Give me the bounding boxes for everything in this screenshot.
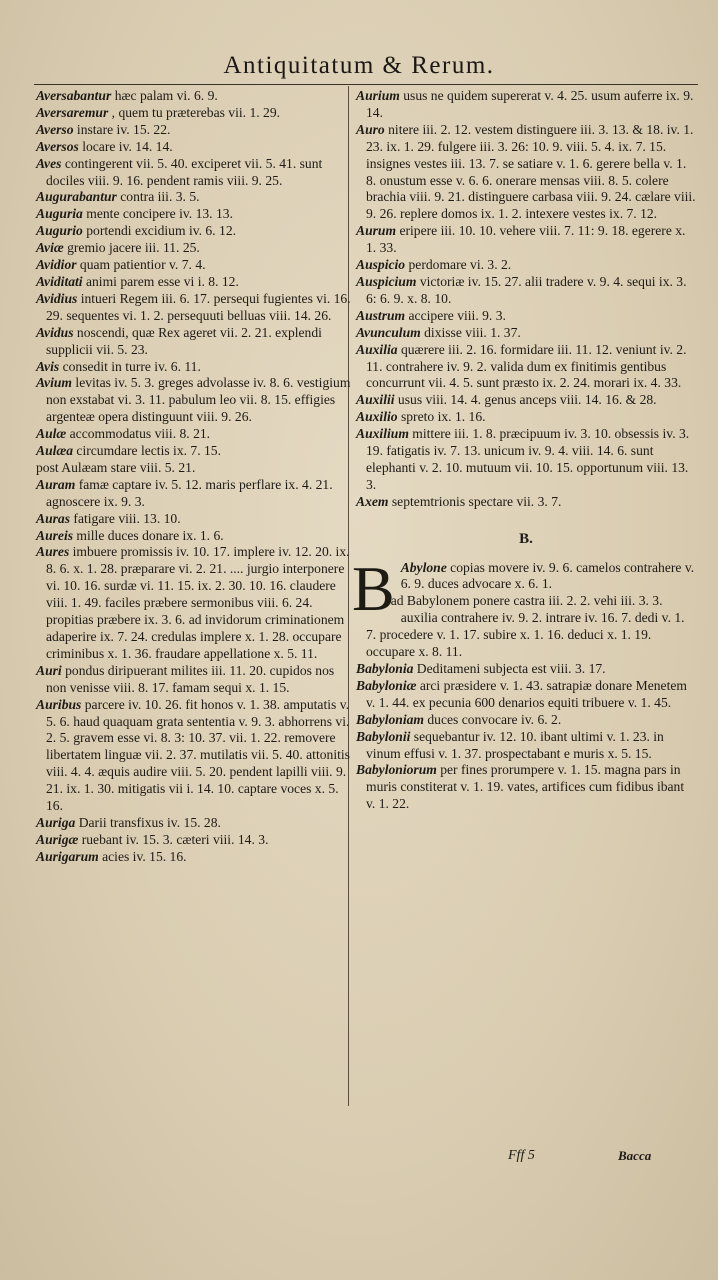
- index-references: usus viii. 14. 4. genus anceps viii. 14. 16. & 28.: [394, 392, 657, 408]
- index-references: ruebant iv. 15. 3. cæteri viii. 14. 3.: [78, 831, 269, 847]
- index-references: accipere viii. 9. 3.: [405, 307, 506, 323]
- index-headword: Augurio: [36, 223, 83, 239]
- index-headword: Aures: [36, 544, 70, 560]
- index-references: acies iv. 15. 16.: [98, 848, 187, 864]
- index-entry: [356, 392, 696, 409]
- index-entry: [356, 88, 696, 122]
- right-column: [352, 88, 696, 813]
- index-references: copias movere iv. 9. 6. camelos contrahere v. 6. 9. duces advocare x. 6. 1.: [400, 559, 695, 592]
- index-entry: [36, 849, 354, 866]
- index-entry: [356, 409, 696, 426]
- index-entry: [356, 308, 696, 325]
- index-references: hæc palam vi. 6. 9.: [111, 88, 218, 103]
- index-headword: Babylonia: [356, 661, 414, 676]
- section-b-entries: [356, 593, 696, 813]
- index-headword: Aulæa: [36, 443, 74, 459]
- index-headword: Auxilium: [356, 426, 409, 442]
- signature-mark: Fff 5: [508, 1148, 535, 1163]
- index-references: septemtrionis spectare vii. 3. 7.: [388, 493, 562, 509]
- right-column-entries: [356, 88, 696, 511]
- index-entry: [36, 663, 354, 697]
- left-column: [36, 88, 354, 866]
- index-headword: Babyloniorum: [356, 762, 437, 778]
- index-references: fatigare viii. 13. 10.: [70, 510, 181, 526]
- index-references: levitas iv. 5. 3. greges advolasse iv. 8. 6. vestigium non exstabat vi. 3. 11. pabulum leo vii. 8. 15. effigies argenteæ opera distinguunt viii. 9. 26.: [46, 375, 351, 425]
- index-entry: [356, 712, 696, 729]
- index-entry: [356, 593, 696, 661]
- index-headword: Aurigarum: [36, 848, 99, 864]
- index-references: famæ captare iv. 5. 12. maris perflare ix. 4. 21. agnoscere ix. 9. 3.: [46, 476, 333, 509]
- index-headword: Avunculum: [356, 324, 421, 340]
- index-headword: Auras: [36, 510, 71, 526]
- index-headword: Auguria: [36, 206, 83, 222]
- index-entry: [36, 697, 354, 815]
- index-references: animi parem esse vi i. 8. 12.: [82, 273, 239, 289]
- index-headword: Aversos: [36, 138, 79, 154]
- index-references: mente concipere iv. 13. 13.: [82, 206, 233, 222]
- index-entry: [36, 88, 354, 105]
- index-references: arci præsidere v. 1. 43. satrapiæ donare Menetem v. 1. 44. ex pecunia 600 denarios equiti tribuere v. 1. 45.: [366, 677, 687, 710]
- index-entry: [356, 325, 696, 342]
- index-entry: [36, 105, 354, 122]
- index-references: Deditameni subjecta est viii. 3. 17.: [413, 661, 606, 676]
- index-references: duces convocare iv. 6. 2.: [423, 711, 562, 727]
- index-references: accommodatus viii. 8. 21.: [66, 426, 211, 442]
- index-references: gremio jacere iii. 11. 25.: [63, 240, 200, 256]
- index-references: imbuere promissis iv. 10. 17. implere iv. 12. 20. ix. 8. 6. x. 1. 28. præparare vi. 2. 21. .... jurgio interponere vi. 10. 16. surdæ vi. 11. 15. ix. 2. 30. 10. 16. claudere viii. 1. 49. faciles præbere sermonibus viii. 6. 24. propitias præbere ix. 3. 6. ad invidorum criminationem adaperire ix. 7. 24. credulas implere x. 1. 28. occupare criminibus x. 1. 36. fraudare appellatione x. 5. 11.: [46, 544, 350, 661]
- index-headword: Axem: [356, 493, 389, 509]
- index-headword: Babyloniæ: [356, 677, 417, 693]
- section-letter-b: B.: [519, 530, 533, 547]
- index-headword: Aviditati: [36, 273, 83, 289]
- section-b-first-entry: [352, 552, 696, 624]
- index-entry: [356, 494, 696, 511]
- index-references: parcere iv. 10. 26. fit honos v. 1. 38. amputatis v. 5. 6. haud quaquam grata sententia v. 9. 3. abhorrens vi. 2. 5. gravem esse vi. 8. 3: 10. 37. vii. 1. 22. removere libertatem linguæ vii. 2. 37. mutilatis vii. 5. 40. attonitis viii. 4. 4. æquis audire viii. 5. 20. pendent lapilli viii. 9. 21. ix. 1. 30. mitigatis vii i. 14. 10. captare voces x. 5. 16.: [46, 696, 350, 814]
- index-references: quærere iii. 2. 16. formidare iii. 11. 12. veniunt iv. 2. 11. contrahere iv. 9. 2. valida dum ex finitimis gentibus concurrunt vii. 4. 5. sunt præsto ix. 2. 24. morari ix. 4. 33.: [366, 341, 687, 391]
- index-entry: [36, 206, 354, 223]
- index-headword: Aversabantur: [36, 88, 112, 103]
- index-headword: Aurigæ: [36, 831, 79, 847]
- index-headword: Auxilio: [356, 409, 398, 425]
- index-entry: [356, 342, 696, 393]
- index-headword: Avidior: [36, 257, 77, 273]
- index-headword: Babylonii: [356, 728, 411, 744]
- index-entry: [356, 122, 696, 223]
- index-headword: Augurabantur: [36, 189, 117, 205]
- index-entry: [36, 443, 354, 460]
- index-headword: Aviæ: [36, 240, 64, 256]
- index-entry: [356, 274, 696, 308]
- index-references: mille duces donare ix. 1. 6.: [73, 527, 224, 543]
- index-headword: Auxilia: [356, 341, 398, 357]
- index-entry: [36, 832, 354, 849]
- index-references: eripere iii. 10. 10. vehere viii. 7. 11: 9. 18. egerere x. 1. 33.: [366, 223, 686, 256]
- index-headword: Avidius: [36, 290, 78, 306]
- index-entry: [36, 156, 354, 190]
- index-entry: [356, 426, 696, 494]
- index-references: instare iv. 15. 22.: [73, 121, 171, 137]
- index-headword: Auspicio: [356, 257, 406, 273]
- index-references: nitere iii. 2. 12. vestem distinguere iii. 3. 13. & 18. iv. 1. 23. ix. 1. 29. fulgere iii. 3. 26: 10. 9. viii. 5. 4. ix. 7. 15. insignes vestes iii. 13. 7. se satiare v. 1. 6. gerere bella v. 1. 8. onustum esse v. 6. 6. onerare mensas viii. 8. 5. colere brachia viii. 9. 21. distinguere carbasa viii. 9. 24. cælare viii. 9. 26. replere domos ix. 1. 2. intexere vestes ix. 7. 12.: [366, 121, 696, 222]
- index-entry: [36, 274, 354, 291]
- index-entry: [36, 223, 354, 240]
- index-references: noscendi, quæ Rex ageret vii. 2. 21. explendi supplicii vii. 5. 23.: [46, 324, 322, 357]
- index-references: Darii transfixus iv. 15. 28.: [75, 814, 221, 830]
- index-references: quam patientior v. 7. 4.: [76, 257, 206, 273]
- index-references: ad Babylonem ponere castra iii. 2. 2. vehi iii. 3. 3. auxilia contrahere iv. 9. 2. intrare iv. 16. 7. dedi v. 1. 7. procedere v. 1. 17. subire x. 1. 16. deduci x. 1. 19. occupare x. 8. 11.: [366, 593, 685, 660]
- index-entry: [36, 122, 354, 139]
- index-entry: [36, 257, 354, 274]
- index-references: contra iii. 3. 5.: [116, 189, 200, 205]
- index-headword: Babyloniam: [356, 711, 424, 727]
- index-headword: Auram: [36, 476, 76, 492]
- index-headword: Auro: [356, 121, 385, 137]
- index-entry: [356, 223, 696, 257]
- index-references: post Aulæam stare viii. 5. 21.: [36, 459, 196, 475]
- index-entry: [36, 291, 354, 325]
- index-entry: [36, 528, 354, 545]
- index-headword: Aurium: [356, 88, 400, 103]
- index-entry: [36, 240, 354, 257]
- index-entry: [36, 460, 354, 477]
- index-entry: [36, 375, 354, 426]
- header-rule: [34, 84, 698, 85]
- index-references: perdomare vi. 3. 2.: [405, 257, 512, 273]
- index-entry: [36, 477, 354, 511]
- catchword: Bacca: [618, 1148, 652, 1163]
- index-headword: Auribus: [36, 696, 82, 712]
- index-references: sequebantur iv. 12. 10. ibant ultimi v. 1. 23. in vinum effusi v. 1. 37. prospectabant e muris x. 5. 15.: [366, 728, 664, 761]
- running-header: Antiquitatum & Rerum.: [223, 52, 495, 79]
- index-entry: [356, 661, 696, 678]
- index-references: contingerent vii. 5. 40. exciperet vii. 5. 41. sunt dociles viii. 9. 16. pendent ramis viii. 9. 25.: [46, 155, 323, 188]
- index-headword: Abylone: [400, 559, 447, 575]
- index-entry: [36, 325, 354, 359]
- index-references: circumdare lectis ix. 7. 15.: [73, 443, 222, 459]
- index-entry: [36, 139, 354, 156]
- index-entry: [36, 511, 354, 528]
- index-headword: Avidus: [36, 324, 74, 340]
- index-headword: Auspicium: [356, 273, 417, 289]
- index-entry: [36, 544, 354, 662]
- index-references: dixisse viii. 1. 37.: [420, 324, 521, 340]
- index-references: pondus diripuerant milites iii. 11. 20. cupidos nos non venisse viii. 8. 17. famam sequi x. 1. 15.: [46, 662, 335, 695]
- index-references: spreto ix. 1. 16.: [397, 409, 486, 425]
- index-references: mittere iii. 1. 8. præcipuum iv. 3. 10. obsessis iv. 3. 19. fatigatis iv. 7. 13. unicum iv. 9. 4. viii. 14. 6. sunt elephanti v. 2. 10. mutuum vii. 10. 15. opportunum viii. 13. 3.: [366, 426, 690, 492]
- index-references: victoriæ iv. 15. 27. alii tradere v. 9. 4. sequi ix. 3. 6: 6. 9. x. 8. 10.: [366, 273, 687, 306]
- index-references: locare iv. 14. 14.: [78, 138, 173, 154]
- index-entry: [356, 762, 696, 813]
- index-headword: Aurum: [356, 223, 397, 239]
- index-headword: Aves: [36, 155, 62, 171]
- index-references: per fines prorumpere v. 1. 15. magna pars in muris constiterat v. 1. 19. vates, artifices cum fidibus ibant v. 1. 22.: [366, 762, 685, 812]
- index-headword: Averso: [36, 121, 74, 137]
- index-references: , quem tu præterebas vii. 1. 29.: [108, 104, 281, 120]
- index-headword: Avis: [36, 358, 60, 374]
- index-entry: [356, 729, 696, 763]
- index-headword: Avium: [36, 375, 73, 391]
- index-references: portendi excidium iv. 6. 12.: [82, 223, 237, 239]
- index-entry: [36, 189, 354, 206]
- index-headword: Aureis: [36, 527, 74, 543]
- index-headword: Austrum: [356, 307, 406, 323]
- index-headword: Auri: [36, 662, 62, 678]
- index-references: consedit in turre iv. 6. 11.: [59, 358, 201, 374]
- index-headword: Aversaremur: [36, 104, 109, 120]
- index-headword: Aulæ: [36, 426, 67, 442]
- index-references: usus ne quidem supererat v. 4. 25. usum auferre ix. 9. 14.: [366, 88, 694, 120]
- index-headword: Auxilii: [356, 392, 395, 408]
- index-entry: [36, 426, 354, 443]
- index-references: intueri Regem iii. 6. 17. persequi fugientes vi. 16. 29. sequentes vi. 1. 2. persequuti belluas viii. 14. 26.: [46, 290, 351, 323]
- drop-cap-b: B: [352, 552, 395, 624]
- index-entry: [356, 257, 696, 274]
- index-entry: [36, 815, 354, 832]
- index-entry: [356, 678, 696, 712]
- index-entry: [36, 359, 354, 376]
- index-headword: Auriga: [36, 814, 76, 830]
